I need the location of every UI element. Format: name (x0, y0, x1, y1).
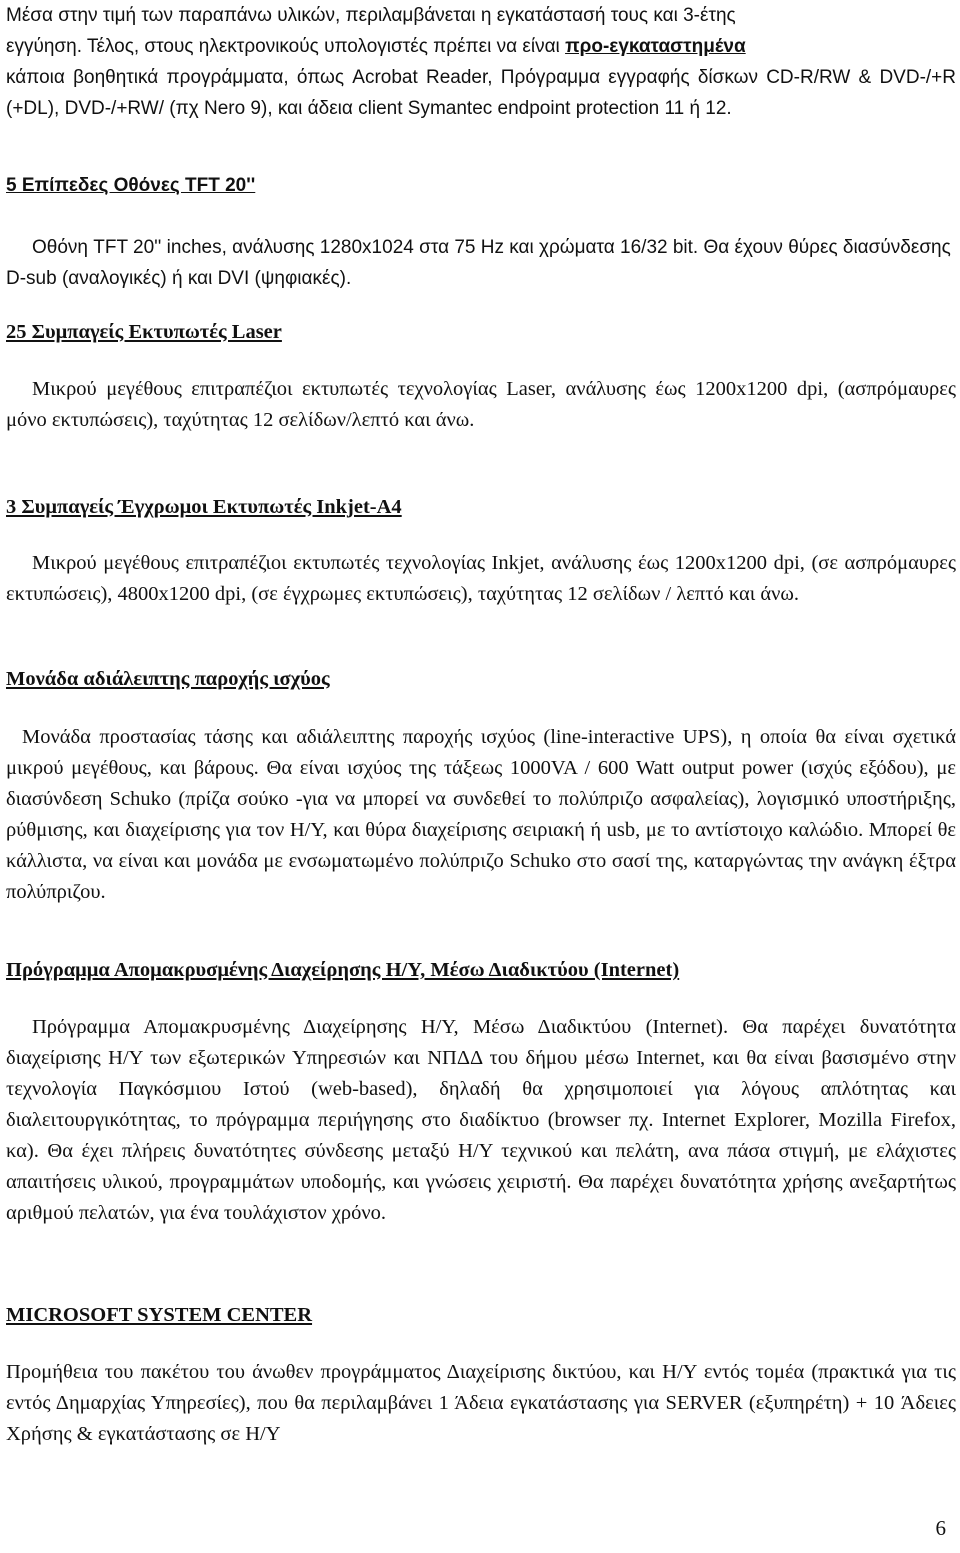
heading-remote-management: Πρόγραμμα Απομακρυσμένης Διαχείρησης Η/Υ, Μέσω Διαδικτύου (Internet) (6, 959, 680, 981)
paragraph-inkjet-printers: Μικρού μεγέθους επιτραπέζιοι εκτυπωτές τεχνολογίας Inkjet, ανάλυσης έως 1200x1200 dpi, (σε ασπρόμαυρες εκτυπώσεις), 4800x1200 dpi, (σε έγχρωμες εκτυπώσεις), ταχύτητας 12 σελίδων / λεπτό και άνω. (6, 552, 956, 605)
paragraph-laser-printers: Μικρού μεγέθους επιτραπέζιοι εκτυπωτές τεχνολογίας Laser, ανάλυσης έως 1200x1200 dpi, (ασπρόμαυρες μόνο εκτυπώσεις), ταχύτητας 12 σελίδων/λεπτό και άνω. (6, 378, 956, 431)
intro-emphasis: προ-εγκαταστημένα (565, 36, 746, 57)
paragraph-remote-management: Πρόγραμμα Απομακρυσμένης Διαχείρησης Η/Υ, Μέσω Διαδικτύου (Internet). Θα παρέχει δυνατότητα διαχείρισης Η/Υ των εξωτερικών Υπηρεσιών και ΝΠΔΔ του δήμου μέσω Internet, και θα είναι βασισμένο στην τεχνολογία Παγκόσμιου Ιστού (web-based), δηλαδή θα χρησιμοποιεί για λόγους απλότητας και διαλειτουργικότητας, το πρόγραμμα περιήγησης στο διαδίκτυο (browser πχ. Internet Explorer, Mozilla Firefox, κα). Θα έχει πλήρεις δυνατότητες σύνδεσης μεταξύ Η/Υ τεχνικού και πελάτη, ανα πάσα στιγμή, με ελάχιστες απαιτήσεις υλικού, προγραμμάτων υποδομής, και γνώσεις χειριστή. Θα παρέχει δυνατότητα χρήσης ανεξαρτήτως αριθμού πελατών, για ένα τουλάχιστον χρόνο. (6, 1016, 956, 1224)
page-number: 6 (935, 1516, 946, 1540)
heading-laser-printers: 25 Συμπαγείς Εκτυπωτές Laser (6, 321, 282, 343)
intro-line-2 (6, 31, 956, 62)
paragraph-tft-monitors: Οθόνη TFT 20'' inches, ανάλυσης 1280x1024 στα 75 Hz και χρώματα 16/32 bit. Θα έχουν θύρες διασύνδεσης D-sub (αναλογικές) ή και DVI (ψηφιακές). (6, 237, 951, 289)
intro-paragraph: κάποια βοηθητικά προγράμματα, όπως Acrobat Reader, Πρόγραμμα εγγραφής δίσκων CD-R/RW & DVD-/+R (+DL), DVD-/+RW/ (πχ Nero 9), και άδεια client Symantec endpoint protection 11 ή 12. (6, 67, 956, 119)
heading-tft-monitors: 5 Επίπεδες Οθόνες TFT 20'' (6, 175, 256, 196)
heading-inkjet-printers: 3 Συμπαγείς Έγχρωμοι Εκτυπωτές Inkjet-A4 (6, 496, 402, 518)
paragraph-system-center: Προμήθεια του πακέτου του άνωθεν προγράμματος Διαχείρισης δικτύου, και Η/Υ εντός τομέα (πρακτικά για τις εντός Δημαρχίας Υπηρεσίες), που θα περιλαμβάνει 1 Άδεια εγκατάστασης για SERVER (εξυπηρέτη) + 10 Άδειες Χρήσης & εγκατάστασης σε Η/Υ (6, 1361, 956, 1445)
intro-line-2-text: εγγύηση. Τέλος, στους ηλεκτρονικούς υπολογιστές πρέπει να είναι (6, 36, 566, 57)
intro-line-1: Μέσα στην τιμή των παραπάνω υλικών, περιλαμβάνεται η εγκατάστασή τους και 3-έτης (6, 5, 736, 26)
heading-ups: Μονάδα αδιάλειπτης παροχής ισχύος (6, 668, 330, 690)
paragraph-ups: Μονάδα προστασίας τάσης και αδιάλειπτης παροχής ισχύος (line-interactive UPS), η οποία θα είναι σχετικά μικρού μεγέθους, και βάρους. Θα είναι ισχύος της τάξεως 1000VA / 600 Watt output power (ισχύς εξόδου), με διασύνδεση Schuko (πρίζα σούκο -για να μπορεί να συνδεθεί το πολύπριζο ασφαλείας), λογισμικό υποστήριξης, ρύθμισης, και διαχείρισης για τον Η/Υ, και θύρα διαχείρισης σειριακή ή usb, με το αντίστοιχο καλώδιο. Μπορεί θε κάλλιστα, να είναι και μονάδα με ενσωματωμένο πολύπριζο Schuko στο σασί της, καταργώντας την ανάγκη έξτρα πολύπριζου. (6, 726, 956, 903)
heading-system-center: MICROSOFT SYSTEM CENTER (6, 1304, 313, 1326)
